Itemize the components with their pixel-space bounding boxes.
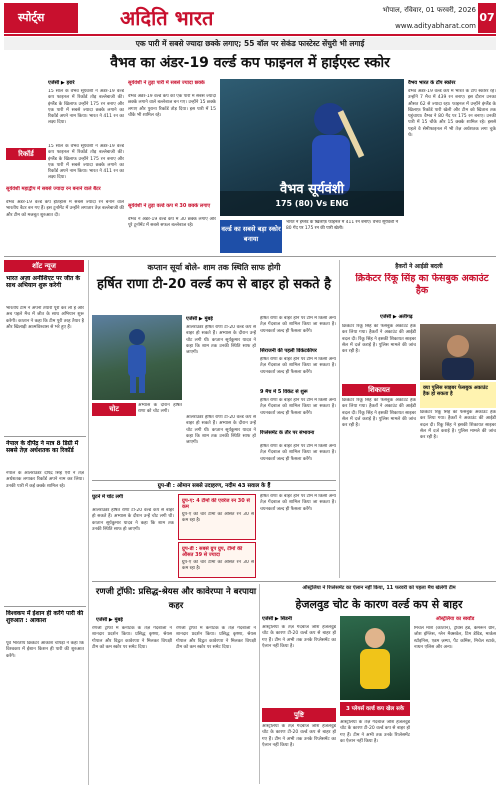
masthead-rule — [4, 34, 496, 36]
middle-rule — [339, 260, 340, 578]
page-number: 07 — [478, 3, 496, 33]
photo-caption: भारत ने इंग्लैंड के खिलाफ़ फाइनल में 411 रन बनाए। वैभव सूर्यवंशी ने 80 गेंद पर 175 रन की पारी खेली। — [286, 220, 399, 231]
bowler-illustration — [92, 315, 182, 400]
top-col1-text-b: 15 साल के वैभव सूर्यवंशी ने अंडर-19 वर्ल्ड कप फाइनल में रिकॉर्ड तोड़ बल्लेबाजी की। इंग्लैंड के खिलाफ उन्होंने 175 रन बनाए और एक पारी में सबसे ज्यादा छक्के लगाने का रिकॉर्ड अपने नाम किया। भारत ने 411 रन का लक्ष्य दिया। — [48, 144, 124, 181]
middle-right-sub1: सिराजनी की पहली विकेटकीपर — [260, 348, 317, 354]
top-col2-text2: वैभव ने अंडर-19 वर्ल्ड कप में 30 छक्के लगाए और पूरे टूर्नामेंट में सबसे सफल बल्लेबाज रहे। — [128, 217, 216, 229]
vaibhav-photo — [220, 79, 404, 216]
top-col2-text: वैभव अंडर-19 वर्ल्ड कप की एक पारी में सबसे ज्यादा छक्के लगाने वाले बल्लेबाज बन गए। उन्होंने 15 छक्के लगाए और पुराना रिकॉर्ड तोड़ दिया। इस पारी में 15 चौके भी शामिल रहे। — [128, 94, 216, 118]
injury-tag: चोट — [92, 403, 136, 416]
ranji-text-a: रणजी ट्रॉफी में कर्नाटक के तेज़ गेंदबाजों ने शानदार प्रदर्शन किया। प्रसिद्ध कृष्णा, श्रेयस गोपाल और विद्वत कावेरप्पा ने मिलकर विपक्षी टीम को कम स्कोर पर समेट दिया। — [92, 626, 172, 650]
rinku-headline: क्रिकेटर रिंकू सिंह का फेसबुक अकाउंट हैक — [355, 273, 489, 296]
hazlewood-byline: एजेंसी ▶ सिडनी — [262, 616, 292, 622]
rinku-quote: क्या पुलिस साइबर फेसबुक अकाउंट हैक हो सकता है — [420, 382, 496, 408]
short-news-head: शॉट न्यूज — [4, 260, 84, 272]
sidebar-divider-1 — [4, 436, 86, 437]
divider-2 — [92, 581, 496, 582]
top-col2-subhead2: सूर्यवंशी ने तुड़ा वर्ल्ड कप में 30 छक्के लगाए — [128, 203, 211, 209]
photo-score: 175 (80) Vs ENG — [275, 199, 349, 208]
group-a-box — [178, 494, 256, 540]
middle-right-sub2: 9 मैच में 5 विकेट से शुरू — [260, 389, 308, 395]
middle-col-text-b: ऑलराउंडर हर्षित राणा टी-20 वर्ल्ड कप से बाहर हो सकते हैं। अभ्यास के दौरान उन्हें चोट लगी थी। कप्तान सूर्यकुमार यादव ने कहा कि शाम तक उनकी स्थिति साफ हो जाएगी। — [186, 415, 256, 446]
middle-right-text-b: हर्षित राणा के बाहर होने पर टीम में किसी अन्य तेज़ गेंदबाज को शामिल किया जा सकता है। चयनकर्ता जल्द ही फैसला करेंगे। — [260, 357, 336, 375]
top-col1-text: 15 साल के वैभव सूर्यवंशी ने अंडर-19 वर्ल्ड कप फाइनल में रिकॉर्ड तोड़ बल्लेबाजी की। इंग्लैंड के खिलाफ उन्होंने 175 रन बनाए और एक पारी में सबसे ज्यादा छक्के लगाने का रिकॉर्ड अपने नाम किया। भारत ने 411 रन का लक्ष्य दिया। — [48, 89, 124, 126]
middle-right-sub3: रिप्लेसमेंट के तौर पर संभावना — [260, 430, 315, 436]
top-byline: एजेंसी ▶ हरारे — [48, 80, 75, 86]
hazlewood-text-b: ऑस्ट्रेलिया के तेज़ गेंदबाज जोश हेजलवुड चोट के कारण टी-20 वर्ल्ड कप से बाहर हो गए हैं। टीम ने अभी तक उनके रिप्लेसमेंट का ऐलान नहीं किया है। — [262, 724, 336, 748]
top-col1-subhead: सूर्यवंशी महाद्वीप में सबसे ज्यादा रन बनाने वाले बैटर — [6, 186, 101, 192]
group-d-title: ग्रुप-डी : सबसे ग्रुप ग्रुप, टीमों की औसत 39 से ज्यादा — [182, 546, 243, 558]
aus-squad-text: मिचेल मार्श (कप्तान), ट्रैविस हेड, कैमरून ग्रीन, जोश इंग्लिस, ग्लेन मैक्सवेल, टिम डेविड, मार्कस स्टोइनिस, एडम ज़म्पा, पैट कमिंस, मिचेल स्टार्क, नाथन एलिस और अन्य। — [414, 626, 496, 650]
newspaper-logo — [120, 3, 260, 33]
rinku-photo — [420, 324, 496, 380]
middle-headline: हर्षित राणा टी-20 वर्ल्ड कप से बाहर हो सकते है — [97, 277, 331, 292]
middle-col-text: ऑलराउंडर हर्षित राणा टी-20 वर्ल्ड कप से बाहर हो सकते हैं। अभ्यास के दौरान उन्हें चोट लगी थी। कप्तान सूर्यकुमार यादव ने कहा कि शाम तक उनकी स्थिति साफ हो जाएगी। — [186, 325, 256, 356]
rinku-portrait — [420, 324, 496, 380]
top-kicker: एक पारी में सबसे ज्यादा छक्के लगाए; 55 बॉल पर सेकंड फास्टेस्ट सेंचुरी भी लगाई — [4, 37, 496, 50]
short-news-2-text: नेपाल के ऑलराउंडर दीपेंद्र सिंह ऐरी ने तेज़ अर्धशतक लगाकर रिकॉर्ड अपने नाम कर लिया। उनकी पारी में कई छक्के शामिल रहे। — [6, 471, 84, 489]
top-headline: वैभव का अंडर-19 वर्ल्ड कप फाइनल में हाईएस्ट स्कोर — [110, 55, 390, 71]
hazlewood-photo — [340, 616, 410, 700]
group-a-text: ग्रुप-ए की चार टीमों का औसत रन 30 से कम रहा है। — [182, 512, 254, 524]
short-news-1-title: भारत अज़ा अनीशिएट पर जीत के साथ अभियान शुरू करेगी — [6, 275, 81, 289]
logo-text: अदिति भारत — [120, 6, 214, 30]
bottom-rule — [259, 584, 260, 784]
photo-name: वैभव सूर्यवंशी — [280, 182, 344, 197]
middle-right-text-a: हर्षित राणा के बाहर होने पर टीम में किसी अन्य तेज़ गेंदबाज को शामिल किया जा सकता है। चयनकर्ता जल्द ही फैसला करेंगे। — [260, 316, 336, 334]
top-col2-subhead: सूर्यवंशी ने तुड़ा पारी में सबसे ज्यादा छक्के — [128, 80, 205, 86]
divider-1 — [4, 256, 496, 257]
site-url: www.adityabharat.com — [395, 22, 476, 30]
group-d-text: ग्रुप-ए की चार टीमों का औसत रन 30 से कम रहा है। — [182, 560, 254, 572]
rinku-kicker: हैकरों ने आईडी बदली — [395, 263, 443, 270]
section-tag: स्पोर्ट्स — [4, 3, 78, 33]
ranji-byline: एजेंसी ▶ मुंबई — [96, 617, 123, 623]
complaint-tag: शिकायत — [342, 384, 416, 396]
middle-right-text-c: हर्षित राणा के बाहर होने पर टीम में किसी अन्य तेज़ गेंदबाज को शामिल किया जा सकता है। चयनकर्ता जल्द ही फैसला करेंगे। — [260, 398, 336, 416]
hazlewood-text-c: ऑस्ट्रेलिया के तेज़ गेंदबाज जोश हेजलवुड चोट के कारण टी-20 वर्ल्ड कप से बाहर हो गए हैं। टीम ने अभी तक उनके रिप्लेसमेंट का ऐलान नहीं किया है। — [340, 720, 410, 744]
sidebar-rule — [88, 260, 89, 785]
top-col1-text2: वैभव अंडर-19 वर्ल्ड कप इतिहास में सबसे ज्यादा रन बनाने वाले भारतीय बैटर बन गए हैं। इस टूर्नामेंट में उन्होंने लगातार तेज़ बल्लेबाजी की और टीम को मजबूत शुरुआत दी। — [6, 200, 124, 218]
hazlewood-figure — [340, 616, 410, 700]
top-right-title: वैभव भारत के टॉप स्कोरर — [408, 80, 456, 86]
short-news-2-title: नेपाल के दीपेंद्र ने मात्र 8 डिग्री में सबसे तेज़ अर्धशतक का रिकॉर्ड — [6, 440, 79, 454]
ranji-headline: रणजी ट्रॉफी: प्रसिद्ध-श्रेयस और कावेरप्पा ने बरपाया कहर — [95, 587, 257, 611]
hazlewood-kicker: ऑस्ट्रेलिया ने रिप्लेसमेंट का ऐलान नहीं किया, 11 फरवरी को पहला मैच खेलेगी टीम — [302, 585, 456, 591]
short-news-3-text: पूर्व भारतीय क्रिकेटर आकाश चोपड़ा ने कहा कि विश्वकप में ईशान किशन ही पारी की शुरुआत करेंगे। — [6, 641, 84, 659]
record-badge: वर्ल्ड का सबसे बड़ा स्कोर बनाया — [220, 220, 282, 253]
short-news-3-title: विश्वकप में ईशान ही करेंगे पारी की शुरुआत : आकाश — [6, 610, 84, 624]
middle-left-sub: घुटने में चोट लगी — [92, 494, 123, 500]
middle-byline: एजेंसी ▶ मुंबई — [186, 316, 213, 322]
middle-right-text-e: हर्षित राणा के बाहर होने पर टीम में किसी अन्य तेज़ गेंदबाज को शामिल किया जा सकता है। चयनकर्ता जल्द ही फैसला करेंगे। — [260, 494, 336, 512]
record-tag: रिकॉर्ड — [6, 148, 46, 160]
rinku-text-a: क्रिकेटर रिंकू सिंह का फेसबुक अकाउंट हैक कर लिया गया। हैकरों ने अकाउंट की आईडी बदल दी। रिंकू सिंह ने इसकी शिकायत साइबर सेल में दर्ज कराई है। पुलिस मामले की जांच कर रही है। — [342, 324, 416, 355]
rinku-byline: एजेंसी ▶ अलीगढ़ — [380, 314, 413, 320]
aus-squad-title: ऑस्ट्रेलिया का स्क्वॉड — [435, 616, 475, 622]
middle-left-text: ऑलराउंडर हर्षित राणा टी-20 वर्ल्ड कप से बाहर हो सकते हैं। अभ्यास के दौरान उन्हें चोट लगी थी। कप्तान सूर्यकुमार यादव ने कहा कि शाम तक उनकी स्थिति साफ हो जाएगी। — [92, 508, 174, 532]
group-d-box — [178, 542, 256, 578]
middle-quote-line: ग्रुप-बी : ओमान सबसे उदाहरण, नदीम 43 सवाल के हैं — [92, 480, 336, 491]
top-right-text: वैभव अंडर-19 वर्ल्ड कप में भारत के टॉप स्कोरर रहे। उन्होंने 7 मैच में 439 रन बनाए। इस दौरान उनका औसत 62 से ज्यादा रहा। फाइनल में उन्होंने इंग्लैंड के खिलाफ़ रिकॉर्ड पारी खेली और टीम को खिताब तक पहुंचाया। वैभव ने 80 गेंद पर 175 रन बनाए। उनकी पारी में 15 चौके और 15 छक्के शामिल रहे। इससे पहले वे सेमीफाइनल में भी तेज़ अर्धशतक लगा चुके थे। — [408, 89, 496, 139]
harshit-photo — [92, 315, 182, 400]
rinku-text-c: क्रिकेटर रिंकू सिंह का फेसबुक अकाउंट हैक कर लिया गया। हैकरों ने अकाउंट की आईडी बदल दी। रिंकू सिंह ने इसकी शिकायत साइबर सेल में दर्ज कराई है। पुलिस मामले की जांच कर रही है। — [420, 410, 496, 441]
middle-kicker: कप्तान सूर्या बोले- शाम तक स्थिति साफ होगी — [147, 263, 281, 272]
dateline: भोपाल, रविवार, 01 फरवरी, 2026 — [382, 6, 476, 14]
confirm-tag: पुष्टि — [262, 708, 336, 722]
hazlewood-headline: हेजलवुड चोट के कारण वर्ल्ड कप से बाहर — [295, 598, 463, 611]
group-a-title: ग्रुप-ए: 4 टीमों की एवरेज रन 30 से कम — [182, 498, 250, 510]
hazlewood-text-a: ऑस्ट्रेलिया के तेज़ गेंदबाज जोश हेजलवुड चोट के कारण टी-20 वर्ल्ड कप से बाहर हो गए हैं। टीम ने अभी तक उनके रिप्लेसमेंट का ऐलान नहीं किया है। — [262, 625, 336, 649]
ranji-text-b: रणजी ट्रॉफी में कर्नाटक के तेज़ गेंदबाजों ने शानदार प्रदर्शन किया। प्रसिद्ध कृष्णा, श्रेयस गोपाल और विद्वत कावेरप्पा ने मिलकर विपक्षी टीम को कम स्कोर पर समेट दिया। — [176, 626, 256, 650]
hazlewood-photo-caption: 3 प्लेयर्स वर्ल्ड कप खेल सके — [340, 702, 410, 716]
short-news-1-text: भारतीय टीम ने अपनी तैयारी पूरी कर ली है और अब पहले मैच में जीत के साथ अभियान शुरू करेगी। कप्तान ने कहा कि टीम पूरी तरह तैयार है और खिलाड़ी आत्मविश्वास से भरे हुए हैं। — [6, 306, 84, 330]
sidebar-divider-2 — [4, 606, 86, 607]
middle-right-text-d: हर्षित राणा के बाहर होने पर टीम में किसी अन्य तेज़ गेंदबाज को शामिल किया जा सकता है। चयनकर्ता जल्द ही फैसला करेंगे। — [260, 444, 336, 462]
middle-caption: अभ्यास के दौरान हर्षित राणा को चोट लगी। — [138, 403, 182, 415]
rinku-text-b: क्रिकेटर रिंकू सिंह का फेसबुक अकाउंट हैक कर लिया गया। हैकरों ने अकाउंट की आईडी बदल दी। रिंकू सिंह ने इसकी शिकायत साइबर सेल में दर्ज कराई है। पुलिस मामले की जांच कर रही है। — [342, 398, 416, 429]
